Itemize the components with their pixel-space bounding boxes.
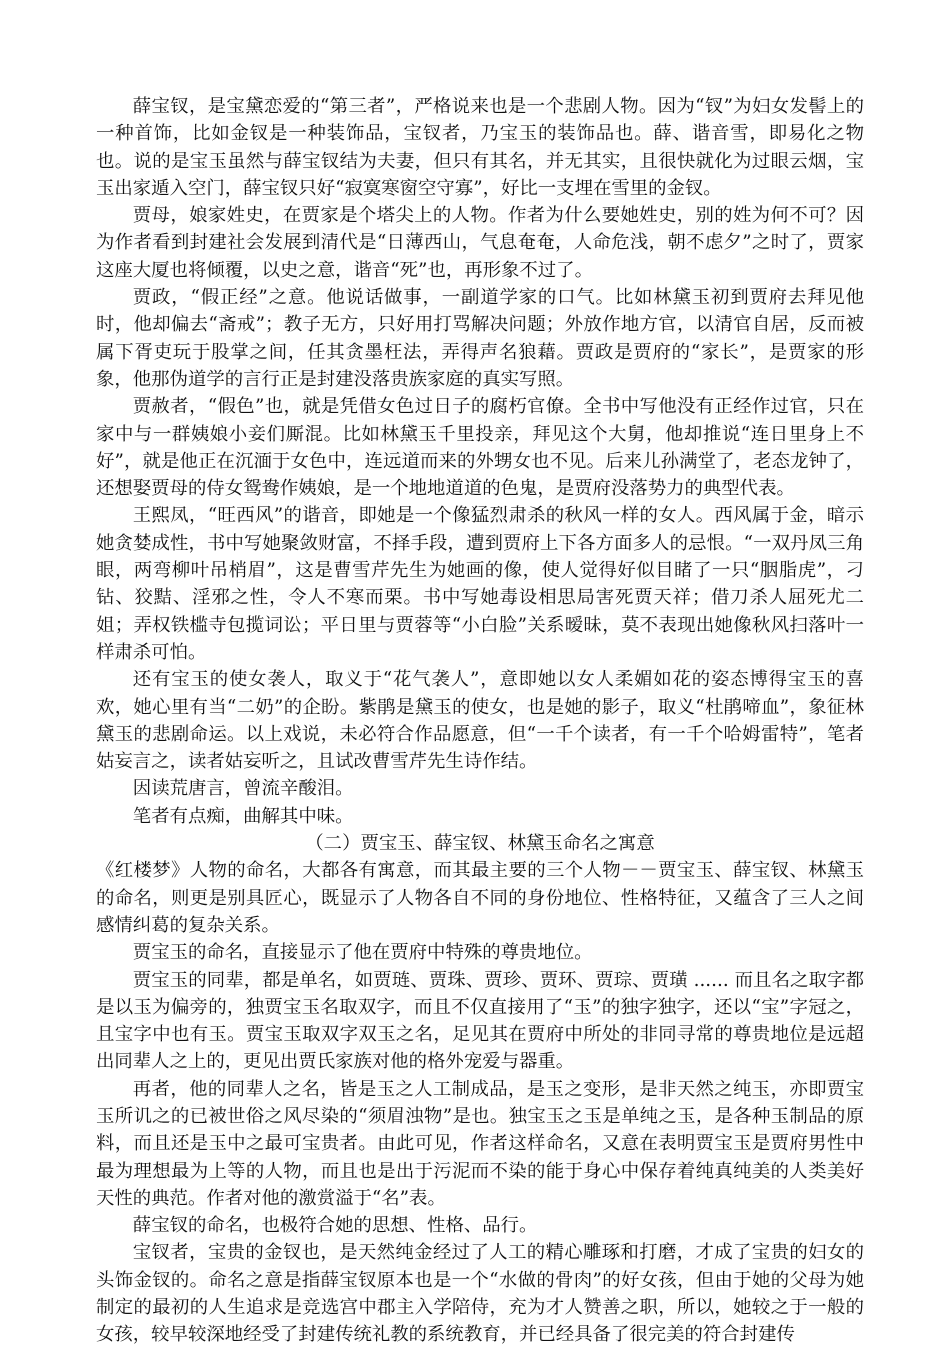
paragraph-xiren-zijuan: 还有宝玉的使女袭人，取义于“花气袭人”，意即她以女人柔媚如花的姿态博得宝玉的喜欢，她心里有当“二奶”的企盼。紫鹃是黛玉的使女，也是她的影子，取义“杜鹃啼血”，象征林黛玉的悲剧命运。以上戏说，未必符合作品愿意，但“一千个读者，有一千个哈姆雷特”，笔者姑妄言之，读者姑妄听之，且试改曹雪芹先生诗作结。: [96, 669, 864, 773]
poem-line-1: 因读荒唐言，曾流辛酸泪。: [132, 778, 354, 800]
poem-line-2: 笔者有点痴，曲解其中味。: [132, 805, 354, 827]
paragraph-xue-baochai: 薛宝钗，是宝黛恋爱的“第三者”，严格说来也是一个悲剧人物。因为“钗”为妇女发髻上的一种首饰，比如金钗是一种装饰品，宝钗者，乃宝玉的装饰品也。薛、谐音雪，即易化之物也。说的是宝玉虽然与薛宝钗结为夫妻，但只有其名，并无其实，且很快就化为过眼云烟，宝玉出家遁入空门，薛宝钗只好“寂寞寒窗空守寡”，好比一支埋在雪里的金钗。: [96, 96, 864, 199]
intro-paragraph: 《红楼梦》人物的命名，大都各有寓意，而其最主要的三个人物－－贾宝玉、薛宝钗、林黛玉的命名，则更是别具匠心，既显示了人物各自不同的身份地位、性格特征，又蕴含了三人之间感情纠葛的复杂关系。: [96, 860, 864, 936]
paragraph-baoyu-naming: 贾宝玉的命名，直接显示了他在贾府中特殊的尊贵地位。: [132, 942, 593, 964]
paragraph-baochai-naming: 薛宝钗的命名，也极符合她的思想、性格、品行。: [132, 1215, 538, 1237]
paragraph-baoyu-jade: 再者，他的同辈人之名，皆是玉之人工制成品，是玉之变形，是非天然之纯玉，亦即贾宝玉所讥之的已被世俗之风尽染的“须眉浊物”是也。独宝玉之玉是单纯之玉，是各种玉制品的原料，而且还是玉中之最可宝贵者。由此可见，作者这样命名，又意在表明贾宝玉是贾府男性中最为理想最为上等的人物，而且也是出于污泥而不染的能于身心中保存着纯真纯美的人类美好天性的典范。作者对他的激赏溢于“名”表。: [96, 1078, 864, 1209]
paragraph-jia-she: 贾赦者，“假色”也，就是凭借女色过日子的腐朽官僚。全书中写他没有正经作过官，只在家中与一群姨娘小妾们厮混。比如林黛玉千里投亲，拜见这个大舅，他却推说“连日里身上不好”，就是他正在沉湎于女色中，连远道而来的外甥女也不见。后来儿孙满堂了，老态龙钟了，还想娶贾母的侍女鸳鸯作姨娘，是一个地地道道的色鬼，是贾府没落势力的典型代表。: [96, 396, 864, 500]
paragraph-jia-mu: 贾母，娘家姓史，在贾家是个塔尖上的人物。作者为什么要她姓史，别的姓为何不可？因为作者看到封建社会发展到清代是“日薄西山，气息奄奄，人命危浅，朝不虑夕”之时了，贾家这座大厦也将倾覆，以史之意，谐音“死”也，再形象不过了。: [96, 205, 864, 281]
paragraph-baochai-hairpin: 宝钗者，宝贵的金钗也，是天然纯金经过了人工的精心雕琢和打磨，才成了宝贵的妇女的头饰金钗的。命名之意是指薛宝钗原本也是一个“水做的骨肉”的好女孩，但由于她的父母为她制定的最初的人生追求是竞选宫中郡主入学陪侍，充为才人赞善之职，所以，她较之于一般的女孩，较早较深地经受了封建传统礼教的系统教育，并已经具备了很完美的符合封建传: [96, 1242, 864, 1346]
document-body: [96, 93, 864, 1349]
paragraph-baoyu-peers: 贾宝玉的同辈，都是单名，如贾琏、贾珠、贾珍、贾环、贾琮、贾璜 ...... 而且名之取字都是以玉为偏旁的，独贾宝玉名取双字，而且不仅直接用了“玉”的独字独字，还以“宝”字冠之，且宝字中也有玉。贾宝玉取双字双玉之名，足见其在贾府中所处的非同寻常的尊贵地位是远超出同辈人之上的，更见出贾氏家族对他的格外宠爱与器重。: [96, 969, 864, 1073]
section-heading: （二）贾宝玉、薛宝钗、林黛玉命名之寓意: [305, 833, 655, 855]
paragraph-jia-zheng: 贾政，“假正经”之意。他说话做事，一副道学家的口气。比如林黛玉初到贾府去拜见他时，他却偏去“斋戒”；教子无方，只好用打骂解决问题；外放作地方官，以清官自居，反而被属下胥吏玩于股掌之间，任其贪墨枉法，弄得声名狼藉。贾政是贾府的“家长”，是贾家的形象，他那伪道学的言行正是封建没落贵族家庭的真实写照。: [96, 287, 864, 390]
paragraph-wang-xifeng: 王熙凤，“旺西风”的谐音，即她是一个像猛烈肃杀的秋风一样的女人。西风属于金，暗示她贪婪成性，书中写她聚敛财富，不择手段，遭到贾府上下各方面多人的忌恨。“一双丹凤三角眼，两弯柳叶吊梢眉”，这是曹雪芹先生为她画的像，使人觉得好似目睹了一只“胭脂虎”，刁钻、狡黠、淫邪之性，令人不寒而栗。书中写她毒设相思局害死贾天祥；借刀杀人屈死尤二姐；弄权铁槛寺包揽词讼；平日里与贾蓉等“小白脸”关系暧昧，莫不表现出她像秋风扫落叶一样肃杀可怕。: [96, 505, 864, 663]
